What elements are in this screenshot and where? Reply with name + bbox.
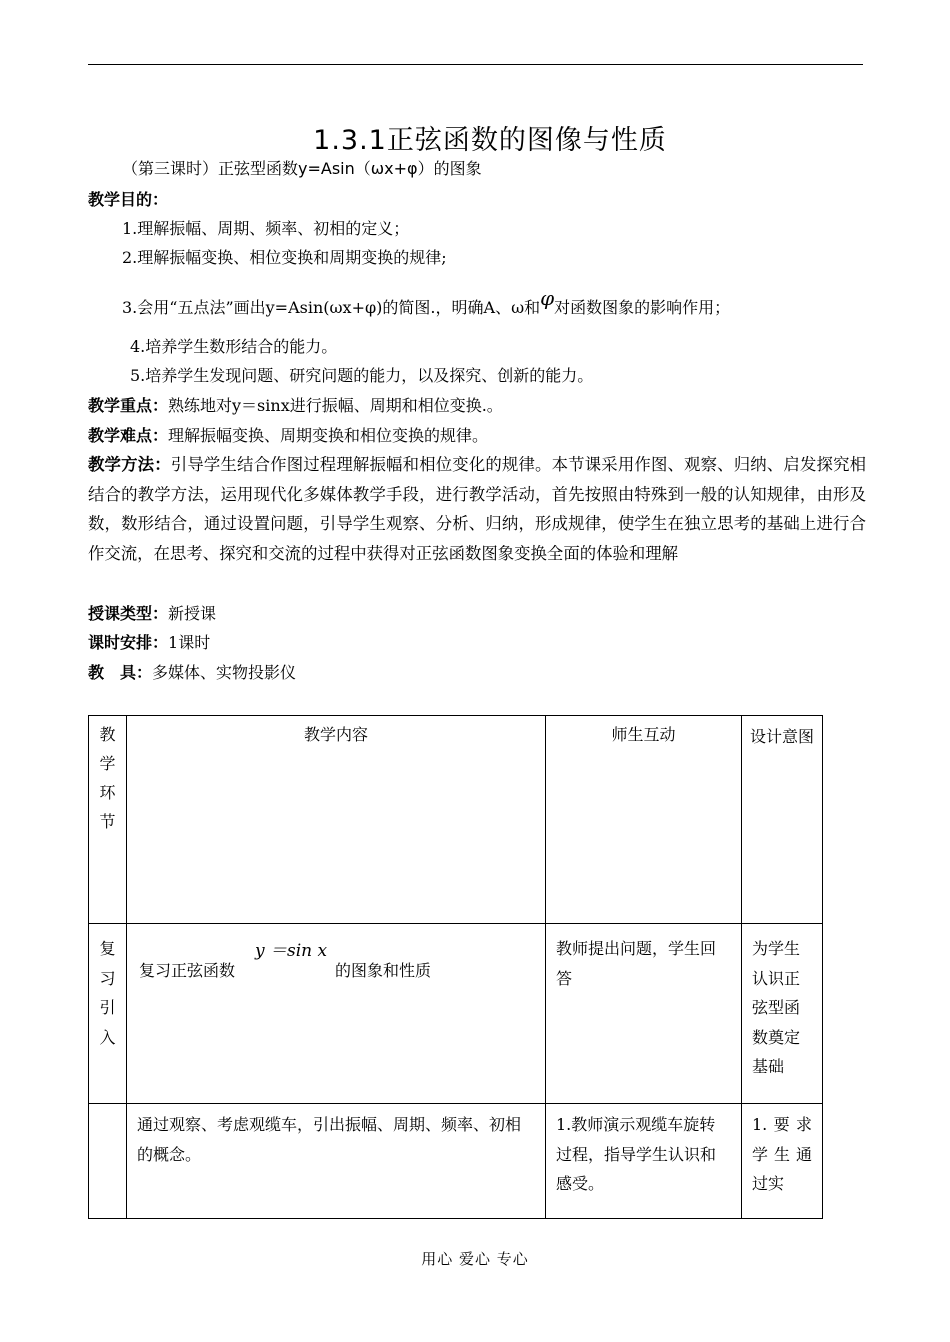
row2-interaction-text: 1.教师演示观缆车旋转过程，指导学生认识和感受。 [556,1115,717,1193]
header-stage [89,716,127,924]
row1-content-b: 的图象和性质 [335,961,432,980]
row1-content [127,924,546,1104]
header-interaction [546,716,742,924]
page-title: 1.3.1正弦函数的图像与性质 [313,125,667,156]
row1-stage [89,924,127,1104]
header-rule [88,64,863,65]
table-row [89,924,823,1104]
lesson-type-label: 授课类型： [88,604,169,623]
row1-interaction [546,924,742,1104]
row2-intent-text: 1.要求学生通过实 [752,1115,812,1193]
goals-heading: 教学目的： [88,190,169,209]
row1-stage-text: 复习引入 [99,939,116,1047]
goal-item-4: 4.培养学生数形结合的能力。 [130,337,338,356]
phi-symbol: φ [540,286,555,310]
key-label: 教学重点： [88,396,169,415]
header-interaction-text: 师生互动 [611,725,676,744]
row2-content-text: 通过观察、考虑观缆车，引出振幅、周期、频率、初相的概念。 [137,1115,522,1164]
header-content-text: 教学内容 [303,725,368,744]
key-point [88,393,503,416]
header-intent [742,716,823,924]
lesson-type [88,601,216,624]
method-text: 引导学生结合作图过程理解振幅和相位变化的规律。本节课采用作图、观察、归纳、启发探究相结合的教学方法，运用现代化多媒体教学手段，进行教学活动，首先按照由特殊到一般的认知规律，由形及数，数形结合，通过设置问题，引导学生观察、分析、归纳，形成规律，使学生在独立思考的基础上进行合作交流，在思考、探究和交流的过程中获得对正弦函数图象变换全面的体验和理解 [88,455,867,563]
row1-content-a: 复习正弦函数 [139,961,236,980]
tools-label: 教 具： [88,663,153,682]
row2-content [127,1104,546,1219]
difficulty-point [88,423,488,446]
table-row [89,1104,823,1219]
row2-intent [742,1104,823,1219]
header-content [127,716,546,924]
page-footer: 用心 爱心 专心 [421,1250,529,1268]
method-paragraph [88,450,866,568]
page-subtitle: （第三课时）正弦型函数y=Asin（ωx+φ）的图象 [122,159,482,178]
tools [88,660,296,683]
tools-text: 多媒体、实物投影仪 [152,663,297,682]
schedule-text: 1课时 [168,633,211,652]
row1-intent-text: 为学生认识正弦型函数奠定基础 [752,939,801,1076]
row2-interaction [546,1104,742,1219]
goal-item-1: 1.理解振幅、周期、频率、初相的定义； [122,219,410,238]
goal-item-3-text: 3.会用“五点法”画出y=Asin(ωx+φ)的简图.，明确A、ω和 [122,298,541,317]
method-label: 教学方法： [88,455,171,474]
row1-formula: y ＝sin x [255,941,328,961]
header-intent-text: 设计意图 [749,727,814,746]
row1-interaction-text: 教师提出问题，学生回答 [556,939,717,988]
row1-intent [742,924,823,1104]
key-text: 熟练地对y＝sinx进行振幅、周期和相位变换.。 [168,396,503,415]
schedule-label: 课时安排： [88,633,169,652]
difficulty-label: 教学难点： [88,426,169,445]
goal-item-3 [122,286,731,318]
schedule [88,630,210,653]
goal-item-3-tail: 对函数图象的影响作用； [554,298,731,317]
header-stage-text: 教学环节 [99,725,116,831]
difficulty-text: 理解振幅变换、周期变换和相位变换的规律。 [168,426,489,445]
lesson-type-text: 新授课 [168,604,217,623]
table-header-row [89,716,823,924]
row2-stage [89,1104,127,1219]
lesson-table [88,715,823,1219]
goal-item-5: 5.培养学生发现问题、研究问题的能力，以及探究、创新的能力。 [130,366,594,385]
goal-item-2: 2.理解振幅变换、相位变换和周期变换的规律; [122,248,447,267]
